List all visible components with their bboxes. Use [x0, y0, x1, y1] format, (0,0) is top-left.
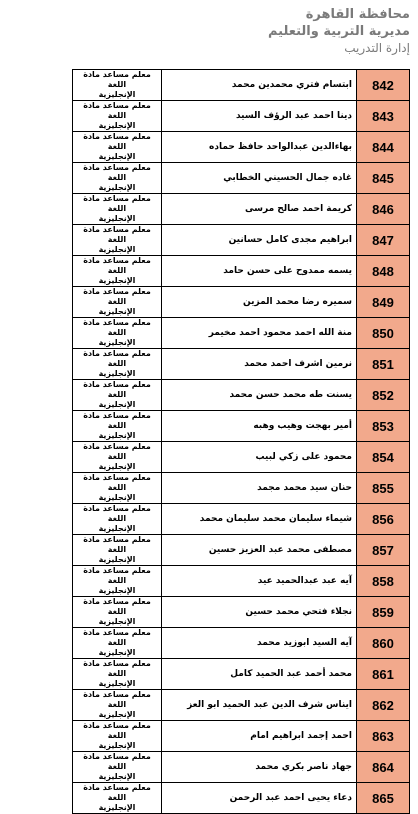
table-row [73, 597, 410, 628]
number-cell: 856 [357, 504, 410, 535]
table-row [73, 287, 410, 318]
job-cell: معلم مساعد مادة اللغة الإنجليزية [73, 349, 162, 380]
table-row [73, 690, 410, 721]
number-cell: 857 [357, 535, 410, 566]
table-row [73, 132, 410, 163]
job-cell: معلم مساعد مادة اللغة الإنجليزية [73, 225, 162, 256]
name-cell: أمير بهجت وهيب وهبه [162, 411, 357, 442]
table-row [73, 225, 410, 256]
table-row [73, 256, 410, 287]
number-cell: 849 [357, 287, 410, 318]
table-row [73, 380, 410, 411]
number-cell: 862 [357, 690, 410, 721]
number-cell: 854 [357, 442, 410, 473]
name-cell: نرمين اشرف احمد محمد [162, 349, 357, 380]
table-row [73, 659, 410, 690]
table-row [73, 70, 410, 101]
name-cell: يسمه ممدوح على حسن حامد [162, 256, 357, 287]
name-cell: شيماء سليمان محمد سليمان محمد [162, 504, 357, 535]
job-cell: معلم مساعد مادة اللغة الإنجليزية [73, 194, 162, 225]
name-cell: ابتسام فتري محمدين محمد [162, 70, 357, 101]
name-cell: دعاء يحيى احمد عبد الرحمن [162, 783, 357, 814]
table-row [73, 194, 410, 225]
job-cell: معلم مساعد مادة اللغة الإنجليزية [73, 752, 162, 783]
number-cell: 851 [357, 349, 410, 380]
name-cell: غاده جمال الحسيني الخطابي [162, 163, 357, 194]
name-cell: كريمة احمد صالح مرسى [162, 194, 357, 225]
table-row [73, 442, 410, 473]
document-header [150, 6, 410, 57]
number-cell: 865 [357, 783, 410, 814]
number-cell: 853 [357, 411, 410, 442]
table-row [73, 349, 410, 380]
table-row [73, 473, 410, 504]
job-cell: معلم مساعد مادة اللغة الإنجليزية [73, 566, 162, 597]
job-cell: معلم مساعد مادة اللغة الإنجليزية [73, 659, 162, 690]
number-cell: 845 [357, 163, 410, 194]
directorate-title: مديرية التربية والتعليم [267, 24, 410, 39]
number-cell: 861 [357, 659, 410, 690]
job-cell: معلم مساعد مادة اللغة الإنجليزية [73, 132, 162, 163]
name-cell: ايناس شرف الدين عبد الحميد ابو العز [162, 690, 357, 721]
name-cell: بهاءالدين عبدالواحد حافظ حماده [162, 132, 357, 163]
job-cell: معلم مساعد مادة اللغة الإنجليزية [73, 473, 162, 504]
table-row [73, 535, 410, 566]
job-cell: معلم مساعد مادة اللغة الإنجليزية [73, 70, 162, 101]
job-cell: معلم مساعد مادة اللغة الإنجليزية [73, 411, 162, 442]
number-cell: 848 [357, 256, 410, 287]
name-cell: ابراهيم مجدى كامل حسانين [162, 225, 357, 256]
table-row [73, 101, 410, 132]
table-row [73, 411, 410, 442]
name-cell: محمد أحمد عبد الحميد كامل [162, 659, 357, 690]
number-cell: 855 [357, 473, 410, 504]
number-cell: 850 [357, 318, 410, 349]
table-row [73, 566, 410, 597]
department-title: إدارة التدريب [344, 41, 410, 55]
job-cell: معلم مساعد مادة اللغة الإنجليزية [73, 287, 162, 318]
job-cell: معلم مساعد مادة اللغة الإنجليزية [73, 101, 162, 132]
job-cell: معلم مساعد مادة اللغة الإنجليزية [73, 504, 162, 535]
job-cell: معلم مساعد مادة اللغة الإنجليزية [73, 597, 162, 628]
name-cell: آيه عبد عبدالحميد عيد [162, 566, 357, 597]
number-cell: 852 [357, 380, 410, 411]
trainee-table [72, 69, 410, 814]
name-cell: يسنت طه محمد حسن محمد [162, 380, 357, 411]
number-cell: 859 [357, 597, 410, 628]
name-cell: آيه السيد ابوزيد محمد [162, 628, 357, 659]
name-cell: منة الله احمد محمود احمد مخيمر [162, 318, 357, 349]
name-cell: نجلاء فتحي محمد حسين [162, 597, 357, 628]
number-cell: 864 [357, 752, 410, 783]
name-cell: جهاد ناصر بكري محمد [162, 752, 357, 783]
job-cell: معلم مساعد مادة اللغة الإنجليزية [73, 380, 162, 411]
job-cell: معلم مساعد مادة اللغة الإنجليزية [73, 535, 162, 566]
job-cell: معلم مساعد مادة اللغة الإنجليزية [73, 442, 162, 473]
number-cell: 844 [357, 132, 410, 163]
name-cell: حنان سيد محمد مجمد [162, 473, 357, 504]
job-cell: معلم مساعد مادة اللغة الإنجليزية [73, 163, 162, 194]
job-cell: معلم مساعد مادة اللغة الإنجليزية [73, 721, 162, 752]
name-cell: مصطفى محمد عبد العزيز حسين [162, 535, 357, 566]
job-cell: معلم مساعد مادة اللغة الإنجليزية [73, 628, 162, 659]
table-row [73, 163, 410, 194]
governorate-title: محافظة القاهرة [305, 7, 410, 22]
job-cell: معلم مساعد مادة اللغة الإنجليزية [73, 318, 162, 349]
number-cell: 847 [357, 225, 410, 256]
number-cell: 863 [357, 721, 410, 752]
table-row [73, 504, 410, 535]
number-cell: 858 [357, 566, 410, 597]
table-row [73, 783, 410, 814]
name-cell: محمود على زكي لبيب [162, 442, 357, 473]
number-cell: 842 [357, 70, 410, 101]
name-cell: احمد إجمد ابراهيم امام [162, 721, 357, 752]
table-row [73, 628, 410, 659]
table-row [73, 318, 410, 349]
table-row [73, 752, 410, 783]
name-cell: دينا احمد عبد الرؤف السيد [162, 101, 357, 132]
job-cell: معلم مساعد مادة اللغة الإنجليزية [73, 256, 162, 287]
number-cell: 843 [357, 101, 410, 132]
number-cell: 846 [357, 194, 410, 225]
name-cell: سميره رضا محمد المزين [162, 287, 357, 318]
number-cell: 860 [357, 628, 410, 659]
job-cell: معلم مساعد مادة اللغة الإنجليزية [73, 783, 162, 814]
job-cell: معلم مساعد مادة اللغة الإنجليزية [73, 690, 162, 721]
table-row [73, 721, 410, 752]
